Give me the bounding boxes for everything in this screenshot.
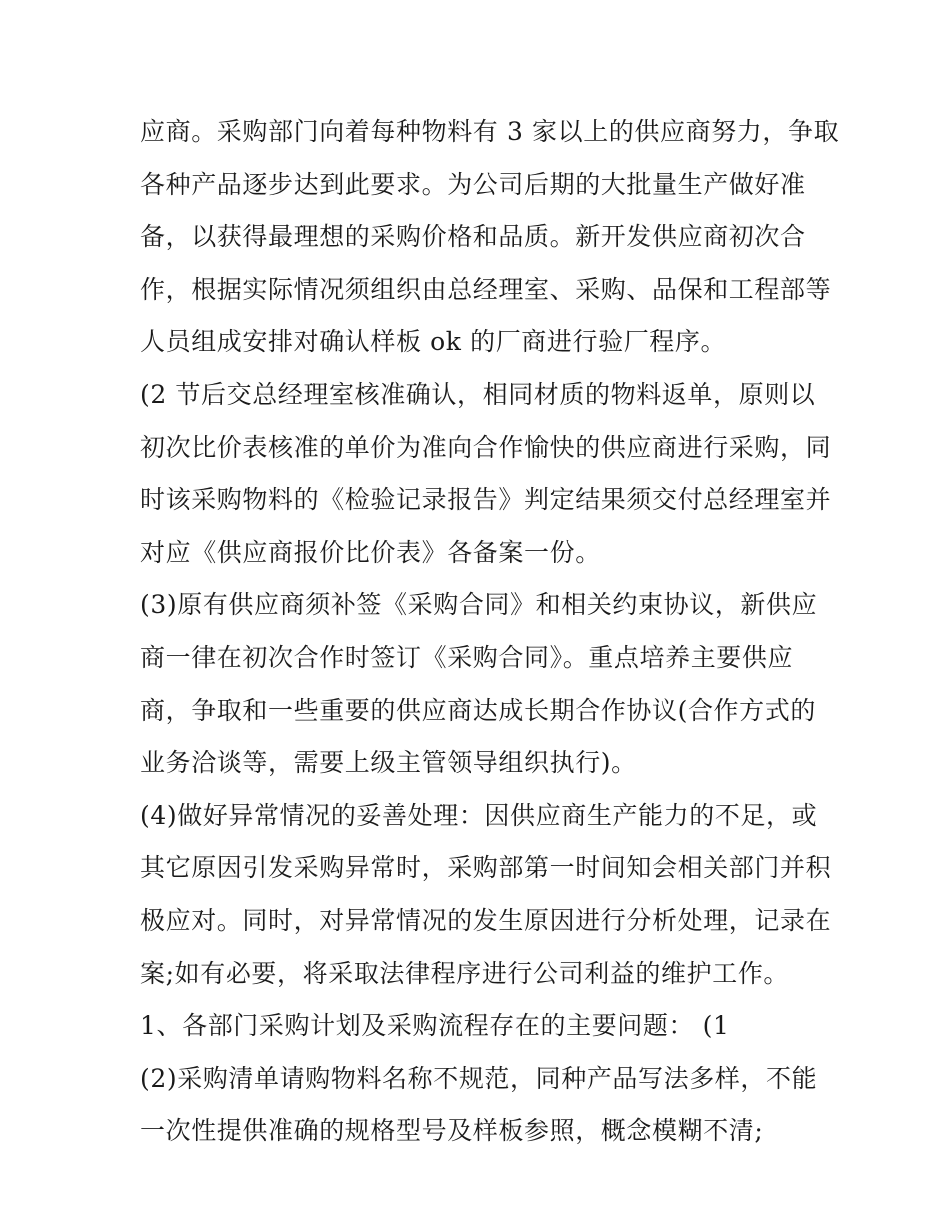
text-line: (2 节后交总经理室核准确认，相同材质的物料返单，原则以	[140, 379, 816, 409]
text-line: 极应对。同时，对异常情况的发生原因进行分析处理，记录在	[140, 905, 832, 935]
text-line: 初次比价表核准的单价为准向合作愉快的供应商进行采购，同	[140, 432, 832, 462]
text-line: 应商。采购部门向着每种物料有 3 家以上的供应商努力，争取	[140, 117, 840, 146]
document-body	[140, 106, 840, 1158]
text-line: 1、各部门采购计划及采购流程存在的主要问题： (1	[140, 1011, 730, 1041]
text-line: (4)做好异常情况的妥善处理：因供应商生产能力的不足，或	[140, 800, 818, 830]
text-line: 案;如有必要，将采取法律程序进行公司利益的维护工作。	[140, 958, 790, 988]
text-line: (3)原有供应商须补签《采购合同》和相关约束协议，新供应	[140, 590, 818, 620]
text-line: 对应《供应商报价比价表》各备案一份。	[140, 537, 601, 567]
text-line: 人员组成安排对确认样板 ok 的厂商进行验厂程序。	[140, 327, 727, 357]
text-line: 时该采购物料的《检验记录报告》判定结果须交付总经理室并	[140, 485, 832, 515]
text-line: 商一律在初次合作时签订《采购合同》。重点培养主要供应	[140, 642, 794, 672]
text-line: (2)采购清单请购物料名称不规范，同种产品写法多样，不能	[140, 1063, 818, 1093]
text-line: 其它原因引发采购异常时，采购部第一时间知会相关部门并积	[140, 853, 832, 883]
text-line: 备，以获得最理想的采购价格和品质。新开发供应商初次合	[140, 222, 806, 252]
text-line: 作，根据实际情况须组织由总经理室、采购、品保和工程部等	[140, 274, 832, 304]
text-line: 各种产品逐步达到此要求。为公司后期的大批量生产做好准	[140, 169, 806, 199]
text-line: 一次性提供准确的规格型号及样板参照，概念模糊不清;	[140, 1116, 764, 1146]
text-line: 业务洽谈等，需要上级主管领导组织执行)。	[140, 748, 637, 778]
text-line: 商，争取和一些重要的供应商达成长期合作协议(合作方式的	[140, 695, 816, 725]
